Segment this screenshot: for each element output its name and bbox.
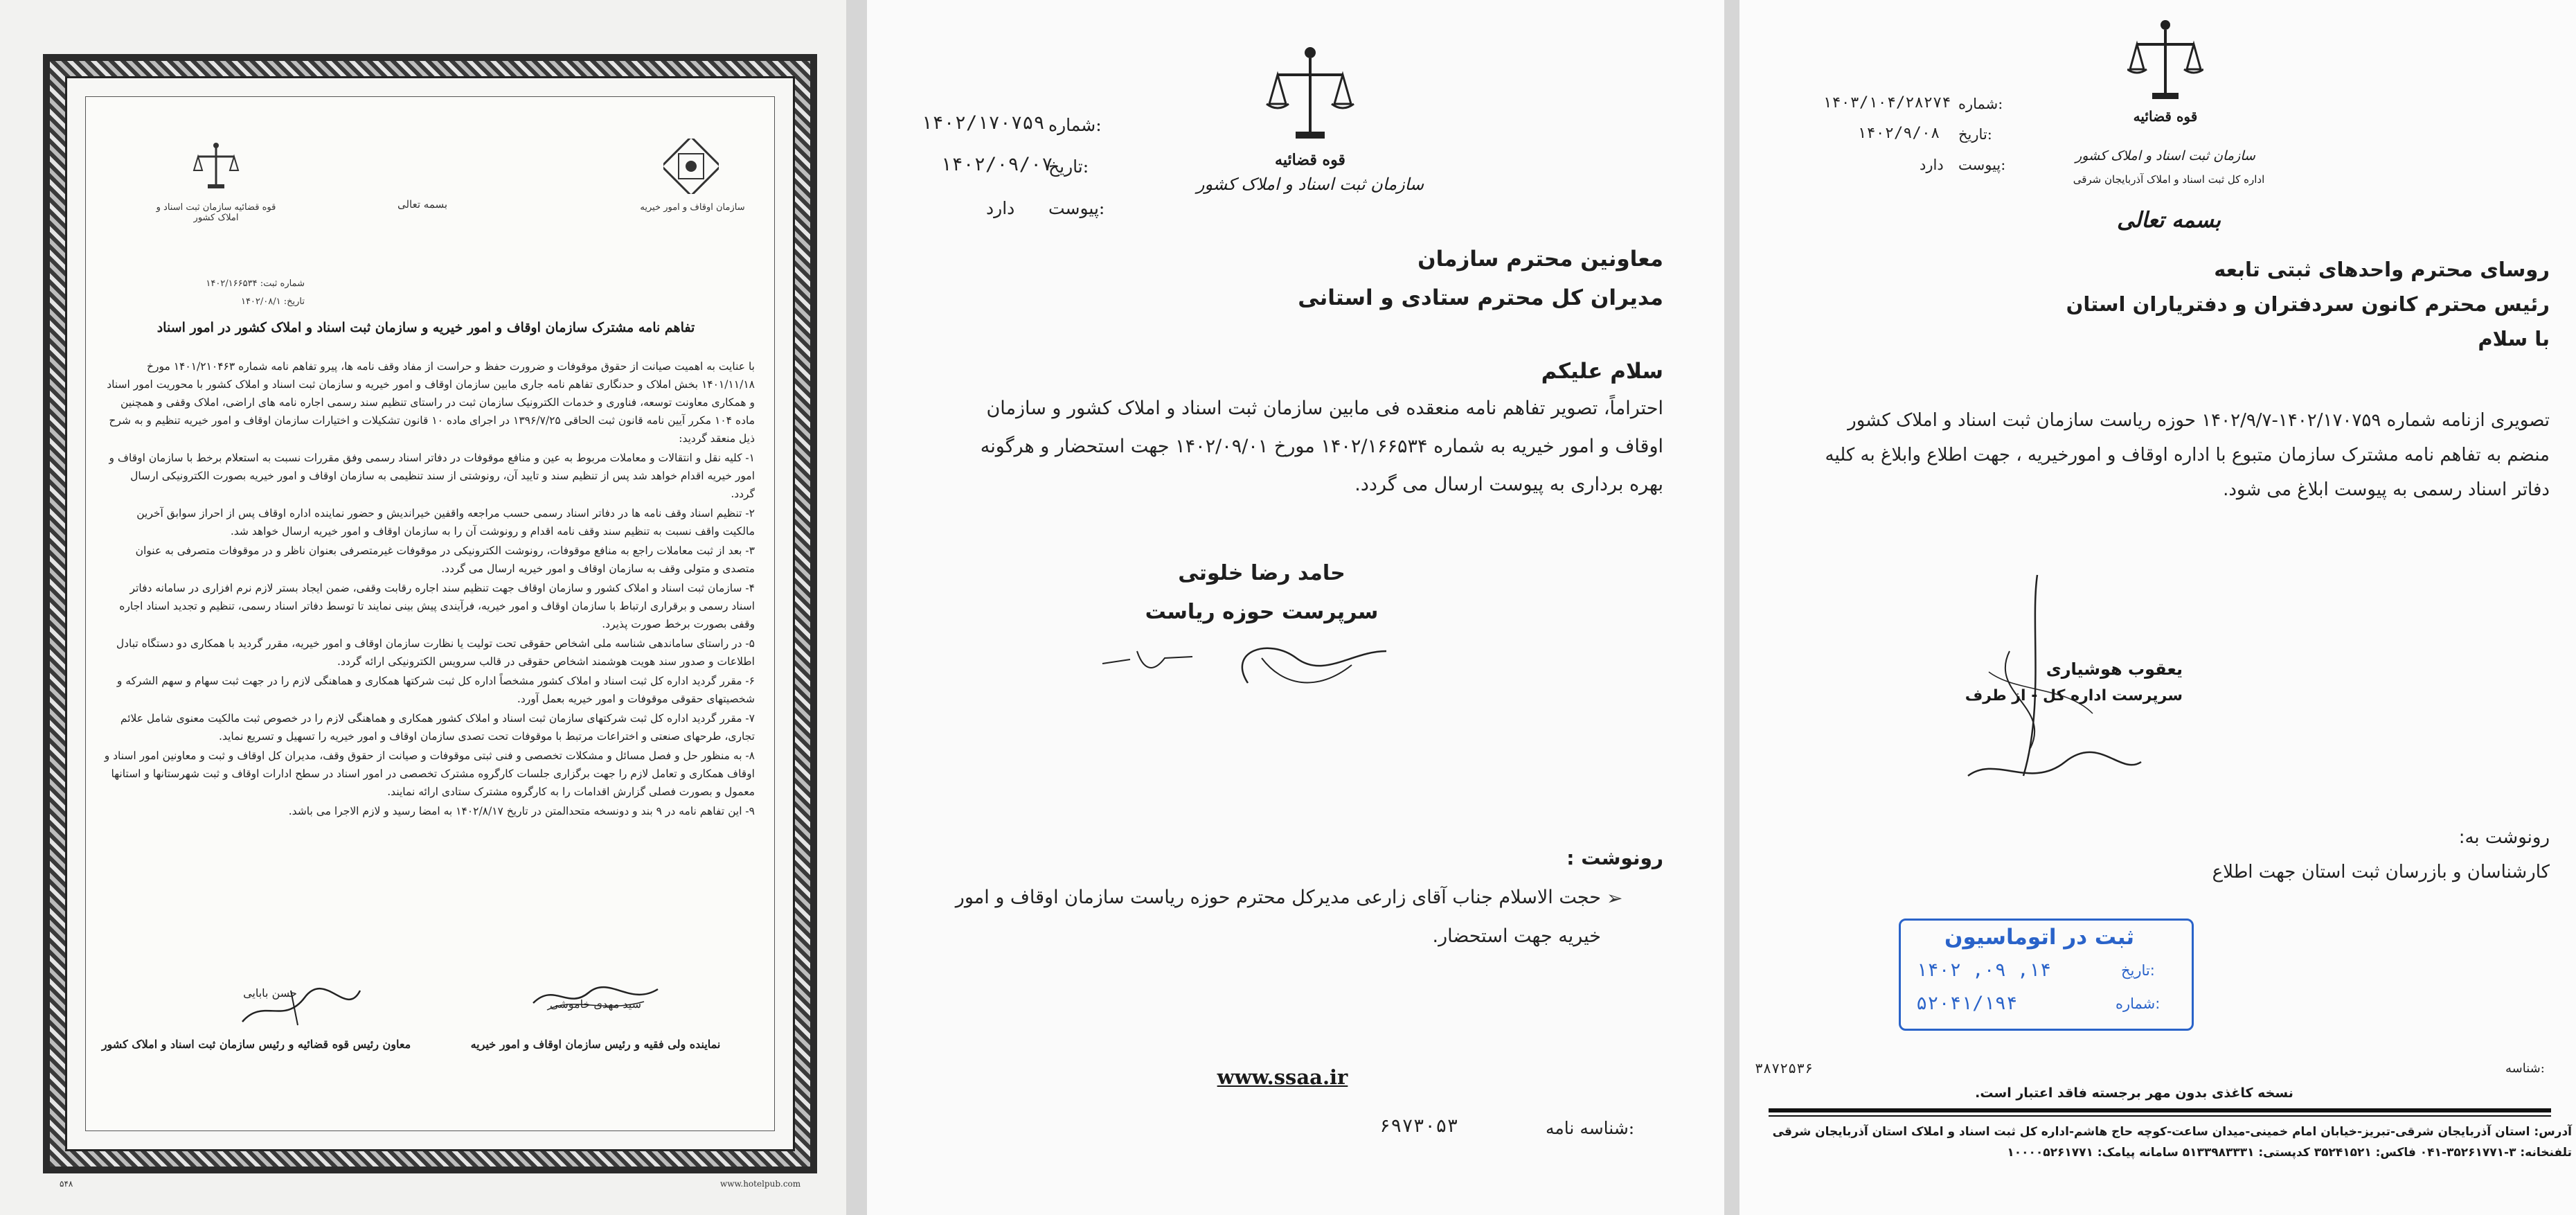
para-3: ۳- بعد از ثبت معاملات راجع به منافع موقوفات، رونوشت الکترونیکی در موقوفات غیرمتصرفی بعنوان ناظر و در موقوفات متصرفی به عنوان متصدی و متولی وقف به سازمان اوقاف و امور خیریه ارسال می گردد. — [135, 544, 755, 575]
greeting: با سلام — [2478, 327, 2550, 351]
footer-center: www.hotelpub.com — [720, 1179, 801, 1189]
letter-attachment-row: دارد پیوست: — [986, 198, 1105, 218]
para-1: ۱- کلیه نقل و انتقالات و معاملات مربوط به عین و منافع موقوفات در دفاتر اسناد رسمی وفق مقررات نسبت به استعلام برخط با سازمان اوقاف و امور خیریه اقدام خواهد شد پس از تنظیم سند و تایید آن، رونوشتی از سند تنظیمی به سازمان اوقاف و امور خیریه بصورت الکترونیکی ارسال گردد. — [109, 452, 755, 500]
para-2: ۲- تنظیم اسناد وقف نامه ها در دفاتر اسناد رسمی حسب مراجعه واقفین خیراندیش و حضور نماینده اداره اوقاف پس از احراز سوابق آخرین مالکیت واقف نسبت به تنظیم سند وقف نامه اقدام و رونوشت آن را به سازمان اوقاف و امور خیریه ارسال خواهد شد. — [136, 507, 755, 538]
sig-right-title: معاون رئیس قوه قضائیه و رئیس سازمان ثبت اسناد و املاک کشور — [101, 1038, 411, 1051]
page-gap-2 — [1724, 0, 1739, 1215]
signer-name: حامد رضا خلوتی — [1178, 561, 1345, 585]
cc-item: کارشناسان و بازرسان ثبت استان جهت اطلاع — [2212, 862, 2550, 883]
bismillah: بسمه تعالی — [2117, 208, 2221, 233]
cc-label: رونوشت : — [1566, 846, 1663, 869]
memorandum-title: تفاهم نامه مشترک سازمان اوقاف و امور خیریه و سازمان ثبت اسناد و املاک کشور در امور اسناد — [156, 320, 695, 335]
validity-notice: نسخه کاغذی بدون مهر برجسته فاقد اعتبار است. — [1975, 1085, 2293, 1101]
para-5: ۵- در راستای ساماندهی شناسه ملی اشخاص حقوقی تحت تولیت یا نظارت سازمان اوقاف و امور خیریه، مقرر گردید با همکاری دو دستگاه تبادل اطلاعات و صدور سند هویت هوشمند اشخاص حقوقی در قالب سرویس الکترونیکی ارائه گردد. — [116, 637, 755, 668]
stamp-date-row: ۱۴۰۲ ,۰۹ ,۱۴ تاریخ: — [1916, 959, 2155, 981]
signer-title: سرپرست حوزه ریاست — [1145, 600, 1379, 624]
sig-right-name: حسن بابایی — [243, 986, 297, 1000]
page-gap-1 — [846, 0, 867, 1215]
para-6: ۶- مقرر گردید اداره کل ثبت اسناد و املاک کشور مشخصاً اداره کل ثبت شرکتها همکاری و هماهنگی لازم را در جهت ثبت سهام و سهم الشرکه و شخصیتهای حقوقی موقوفات و امور خیریه بعمل آورد. — [116, 675, 755, 705]
scales-emblem-icon — [1265, 43, 1355, 147]
addressee-line-2: رئیس محترم کانون سردفتران و دفتریاران استان — [2066, 292, 2550, 316]
scales-emblem-icon — [188, 139, 244, 194]
letter-attachment-row: دارد پیوست: — [1920, 157, 2006, 173]
reg-date: تاریخ: ۱۴۰۲/۰۸/۱ — [240, 296, 305, 307]
left-org-caption: سازمان اوقاف و امور خیریه — [640, 202, 745, 213]
letter-date-row: ۱۴۰۲/۰۹/۰۷ تاریخ: — [940, 154, 1089, 177]
letter-date-row: ۱۴۰۲/۹/۰۸ تاریخ: — [1857, 125, 1992, 143]
sig-left-name: سید مهدی خاموشی — [549, 997, 641, 1011]
right-org-caption: قوه قضائیه سازمان ثبت اسناد و املاک کشور — [156, 202, 276, 223]
page-memorandum — [0, 0, 846, 1215]
footer-address: آدرس: استان آذربایجان شرقی-تبریز-خیابان امام خمینی-میدان ساعت-کوچه حاج هاشم-اداره کل ثبت اسناد و املاک استان آذربایجان شرقی — [1772, 1125, 2572, 1139]
signer-title: سرپرست اداره کل - از طرف — [1965, 687, 2183, 704]
page-cover-letter-ssaa — [867, 0, 1724, 1215]
emblem-caption-2: سازمان ثبت اسناد و املاک کشور — [2075, 148, 2255, 163]
bismillah: بسمه تعالی — [397, 198, 448, 211]
addressee-line-2: مدیران کل محترم ستادی و استانی — [1298, 285, 1663, 310]
website-link[interactable]: www.ssaa.ir — [1217, 1065, 1348, 1089]
emblem-caption-2: سازمان ثبت اسناد و املاک کشور — [1196, 175, 1424, 194]
automation-stamp — [1899, 919, 2194, 1031]
addressee-line-1: روسای محترم واحدهای ثبتی تابعه — [2214, 258, 2550, 281]
awqaf-logo-icon — [663, 139, 719, 194]
para-intro: با عنایت به اهمیت صیانت از حقوق موقوفات و ضرورت حفظ و حراست از مفاد وقف نامه ها، پیرو تفاهم نامه شماره ۱۴۰۱/۲۱۰۴۶۳ مورخ ۱۴۰۱/۱۱/۱۸ بخش املاک و حدنگاری تفاهم نامه جاری مابین سازمان اوقاف و امور خیریه و سازمان ثبت اسناد و املاک کشور با محوریت امور اسناد و همکاری معاونت توسعه، فناوری و خدمات الکترونیک سازمان ثبت در راستای تنظیم سند رسمی اجاره نامه های اراضی، املاک وقفی و همچنین ماده ۱۰۴ مکرر آیین نامه قانون ثبت الحاقی ۱۳۹۶/۷/۲۵ در اجرای ماده ۱۰ قانون تشکیلات و اختیارات سازمان اوقاف و امور خیریه تنظیم و به شرح ذیل منعقد گردید: — [107, 360, 755, 445]
sig-left-title: نماینده ولی فقیه و رئیس سازمان اوقاف و امور خیریه — [470, 1038, 721, 1051]
emblem-caption-3: اداره کل ثبت اسناد و املاک آذربایجان شرقی — [2073, 173, 2265, 186]
signature-left — [526, 975, 665, 1017]
signature-scribble — [1089, 623, 1393, 700]
letter-id-row: ۶۹۷۳۰۵۳ شناسه نامه: — [1379, 1115, 1635, 1138]
letter-id-row: ۳۸۷۲۵۳۶ شناسه: — [1755, 1060, 2545, 1076]
cc-item: حجت الاسلام جناب آقای زارعی مدیرکل محترم حوزه ریاست سازمان اوقاف و امور خیریه جهت استحضار. — [955, 887, 1601, 947]
signer-name: یعقوب هوشیاری — [2046, 659, 2183, 679]
emblem-caption-1: قوه قضائیه — [1275, 151, 1345, 169]
addressee-line-1: معاونین محترم سازمان — [1417, 247, 1663, 272]
memorandum-body — [104, 357, 755, 820]
para-4: ۴- سازمان ثبت اسناد و املاک کشور و سازمان اوقاف جهت تنظیم سند اجاره رقابت وقفی، ضمن ایجاد بستر لازم نرم افزاری در سامانه دفاتر اسناد رسمی و برقراری ارتباط با سازمان اوقاف و امور خیریه، فرآیندی پیش بینی نمایند تا توسط دفاتر اسناد رسمی، تنظیم و تجدید اسناد اجاره وقفی بصورت برخط صورت پذیرد. — [119, 582, 755, 630]
cc-bullet-icon: ➢ — [1607, 887, 1623, 910]
letter-body: تصویری ازنامه شماره ۱۴۰۲/۱۷۰۷۵۹-۱۴۰۲/۹/۷ حوزه ریاست سازمان ثبت اسناد و املاک کشور منضم به تفاهم نامه مشترک سازمان متبوع با اداره اوقاف و امورخیریه ، جهت اطلاع وابلاغ به کلیه دفاتر اسناد رسمی به پیوست ابلاغ می شود. — [1825, 410, 2550, 500]
footer-divider — [1769, 1108, 2551, 1112]
stamp-title: ثبت در اتوماسیون — [1944, 925, 2135, 950]
page-provincial-letter — [1739, 0, 2576, 1215]
reg-number: شماره ثبت: ۱۴۰۲/۱۶۶۵۳۴ — [206, 278, 305, 289]
footer-left: ۵۴۸ — [60, 1179, 73, 1189]
signature-scribble — [1926, 568, 2155, 797]
para-9: ۹- این تفاهم نامه در ۹ بند و دونسخه متحدالمتن در تاریخ ۱۴۰۲/۸/۱۷ به امضا رسید و لازم الاجرا می باشد. — [288, 805, 755, 817]
scales-emblem-icon — [2127, 17, 2203, 107]
greeting: سلام علیکم — [1541, 359, 1663, 384]
para-8: ۸- به منظور حل و فصل مسائل و مشکلات تخصصی و فنی ثبتی موقوفات و صیانت از حقوق وقف، مدیران کل اوقاف و ثبت و معاونین امور اسناد و اوقاف همکاری و تعامل لازم را جهت برگزاری جلسات کارگروه مشترک تخصصی در امور اسناد در سطح ادارات اوقاف و ثبت شهرستانها و استانها معمول و بصورت فصلی گزارش اقدامات را به کارگروه مشترک ستادی ارائه نمایند. — [104, 750, 755, 798]
footer-contact: تلفنخانه: ۳-۳۵۲۶۱۷۷۱-۰۴۱ فاکس: ۳۵۲۴۱۵۲۱ کدپستی: ۵۱۳۳۹۸۳۳۳۱ سامانه پیامک: ۱۰۰۰۰۵۲۶۱۷۷۱ — [2007, 1146, 2572, 1160]
letter-number-row: ۱۴۰۲/۱۷۰۷۵۹ شماره: — [921, 112, 1102, 135]
emblem-caption-1: قوه قضائیه — [2133, 108, 2198, 125]
para-7: ۷- مقرر گردید اداره کل ثبت شرکتهای سازمان ثبت اسناد و املاک کشور همکاری و هماهنگی لازم را در خصوص ثبت مالکیت معنوی شامل علائم تجاری، طرحهای صنعتی و اختراعات مرتبط با موقوفات تحت تصدی سازمان اوقاف و امور خیریه را تسهیل و تسریع نماید. — [120, 712, 755, 743]
letter-body: احتراماً، تصویر تفاهم نامه منعقده فی مابین سازمان ثبت اسناد و املاک کشور و سازمان اوقاف و امور خیریه به شماره ۱۴۰۲/۱۶۶۵۳۴ مورخ ۱۴۰۲/۰۹/۰۱ جهت استحضار و هرگونه بهره برداری به پیوست ارسال می گردد. — [980, 398, 1663, 495]
letter-number-row: ۱۴۰۳/۱۰۴/۲۸۲۷۴ شماره: — [1823, 94, 2003, 112]
stamp-number-row: ۵۲۰۴۱/۱۹۴ شماره: — [1916, 993, 2161, 1014]
cc-label: رونوشت به: — [2458, 827, 2550, 848]
